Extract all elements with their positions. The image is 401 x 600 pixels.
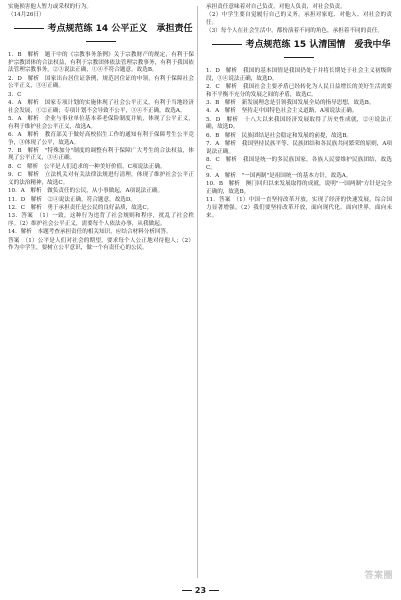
section-title: 认清国情 bbox=[309, 39, 346, 50]
heading-rule bbox=[86, 41, 116, 42]
page-number bbox=[0, 586, 401, 595]
page-number-rule bbox=[209, 590, 219, 591]
answer-item: 9．C 解析 立法机关对有关法律法规进行清理，体现了维护社会公平正义的法治精神，故选C。 bbox=[8, 172, 194, 186]
answer-item: 6．B 解析 民族团结是社会稳定和发展的前提，故选B。 bbox=[206, 132, 353, 139]
answer-item: 6．A 解析 教育部关于做好高校招生工作的通知有利于保障考生公平竞争，③体现了公平，故选A。 bbox=[8, 131, 194, 146]
section-number: 15 bbox=[293, 39, 307, 50]
section-heading-14 bbox=[8, 23, 194, 49]
section-subtitle: 爱我中华 bbox=[354, 39, 391, 50]
pre-line: 承担责任意味着对自己负责，对他人负责，对社会负责。 bbox=[206, 4, 346, 10]
right-column bbox=[206, 4, 392, 221]
pre-line: （14月26日） bbox=[8, 12, 45, 19]
section-label: 考点规范练 bbox=[245, 39, 291, 50]
answer-item: 5．D 解析 十八大以来我国经济发展取得了历史性成就，②④说法正确，故选D。 bbox=[206, 116, 392, 131]
answer-item: 3．C bbox=[8, 91, 22, 98]
answer-item: 10．A 解析 做负责任的公民，从小事做起，A项说法正确。 bbox=[8, 188, 164, 195]
answer-item: 2．C 解析 我国社会主要矛盾已经转化为人民日益增长的美好生活需要和不平衡不充分的发展之间的矛盾，故选C。 bbox=[206, 83, 392, 98]
section-heading-15 bbox=[206, 39, 392, 65]
pre-line: （2）中学生要自觉履行自己的义务，承担对家庭、对他人、对社会的责任。 bbox=[206, 12, 392, 26]
answer-item: 8．C 解析 我国是统一的多民族国家，各族人民要维护民族团结，故选C。 bbox=[206, 157, 392, 171]
answer-item: 11．D 解析 ②④说法正确，符合题意，故选D。 bbox=[8, 196, 136, 203]
answer-item: 8．C 解析 公平是人们追求的一种美好价值，C项说法正确。 bbox=[8, 163, 166, 170]
answer-item: 1．B 解析 题干中的《宗教事务条例》关于宗教财产的规定，有利于保护宗教团体的合法权益，有利于宗教团体依法管理宗教事务，有利于我国依法管理宗教事务，②③说法正确，①④不符合题意。故选B。 bbox=[8, 51, 194, 74]
answer-item: 7．A 解析 我国坚持民族平等、民族团结和各民族共同繁荣的原则，A项说法正确。 bbox=[206, 141, 392, 155]
heading-rule bbox=[284, 57, 314, 58]
section-number: 14 bbox=[95, 23, 109, 34]
column-divider bbox=[197, 6, 198, 578]
section-title: 公平正义 bbox=[111, 23, 148, 34]
answer-item: 14．解析 本题考查承担责任的相关知识，应结合材料分析回答。 bbox=[8, 229, 172, 236]
section-subtitle: 承担责任 bbox=[156, 23, 193, 34]
answer-item: 3．B 解析 新发展理念是引领我国发展全局的指导思想，故选B。 bbox=[206, 99, 375, 106]
answer-item: 1．D 解析 我国的基本国情是我国仍处于并将长期处于社会主义初级阶段，③④说法正确，故选D。 bbox=[206, 67, 392, 82]
page-number-text: 23 bbox=[194, 586, 207, 595]
answer-item: 答案 （1）公平是人们对社会的期望，要求每个人公正地对待他人；（2）作为中学生，要树立公平意识，做一个有责任心的公民。 bbox=[8, 237, 194, 252]
answer-item: 13．答案 （1）一致，这种行为违背了社会规则和程序，扰乱了社会秩序。（2）维护社会公平正义，需要每个人依法办事，从我做起。 bbox=[8, 213, 194, 228]
answer-item: 12．C 解析 勇于承担责任是公民的良好品质，故选C。 bbox=[8, 205, 153, 212]
heading-rule bbox=[212, 44, 242, 45]
pre-line: （3）每个人在社会生活中，都扮演着不同的角色，承担着不同的责任。 bbox=[206, 28, 383, 35]
answer-item: 9．A 解析 "一国两制"是祖国统一的基本方针，故选A。 bbox=[206, 173, 352, 180]
heading-rule bbox=[14, 28, 44, 29]
left-column bbox=[8, 4, 194, 254]
pre-line: 实施损害他人暂力或采权的行为。 bbox=[8, 4, 92, 10]
answer-item: 2．D 解析 国家出台居住证条例，规范居住证的申领，有利于保障社会公平正义，③④正确。 bbox=[8, 75, 194, 90]
section-label: 考点规范练 bbox=[47, 23, 93, 34]
page-number-rule bbox=[182, 590, 192, 591]
answer-item: 7．B 解析 "特殊加分"制度的调整有利于保障广大考生的合法权益，体现了公平正义，③④正确。 bbox=[8, 147, 194, 162]
answer-item: 4．A 解析 坚持走中国特色社会主义道路，A项说法正确。 bbox=[206, 108, 358, 115]
answer-item: 10．B 解析 澳门回归以来发展取得的成就，说明"一国两制"方针是完全正确的，故选B。 bbox=[206, 181, 392, 196]
answer-item: 4．A 解析 国家专项计划的实施体现了社会公平正义，有利于当地经济社会发展，①②正确；专项计划不会导致不公平，③④不正确。故选A。 bbox=[8, 99, 194, 114]
watermark-logo: 答案圈 bbox=[364, 571, 393, 581]
answer-item: 11．答案 （1）中国一直坚持改革开放，实现了经济的快速发展，综合国力显著增强。（2）我们要坚持改革开放，面向现代化，面向世界，面向未来。 bbox=[206, 197, 392, 219]
answer-item: 5．A 解析 企业与事业单位基本养老保险制度并轨，体现了公平正义，有利于维护社会公平正义，故选A。 bbox=[8, 115, 194, 130]
